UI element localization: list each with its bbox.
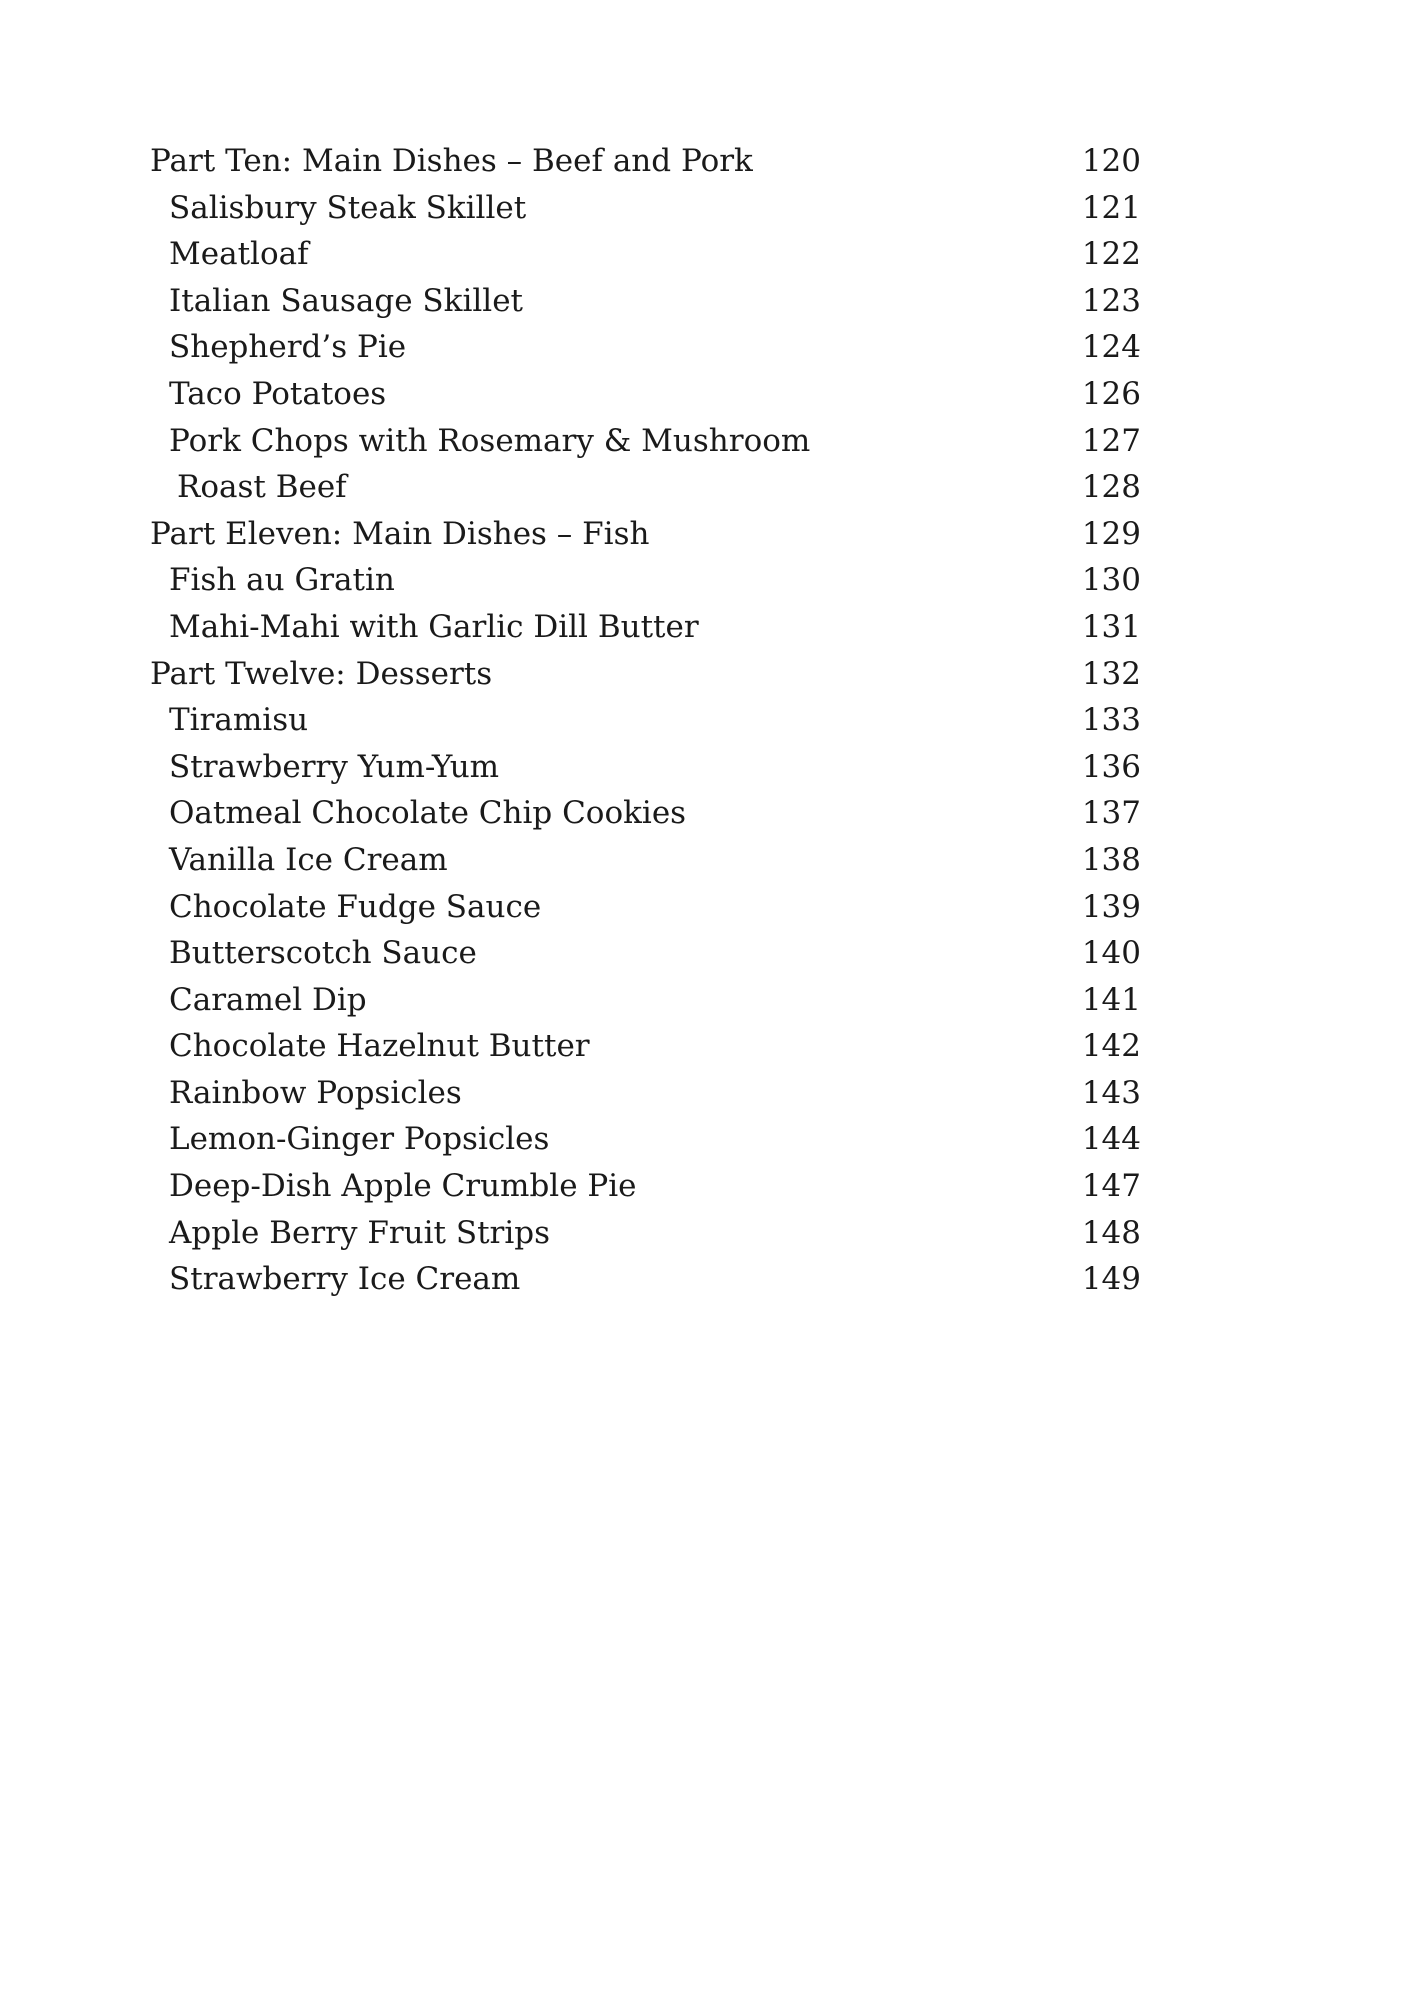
toc-entry <box>150 697 1150 744</box>
toc-page-number: 130 <box>1081 562 1141 599</box>
toc-page-number: 138 <box>1081 841 1141 878</box>
toc-page-number: 148 <box>1081 1214 1141 1251</box>
toc-title: Meatloaf <box>169 236 309 273</box>
toc-page-number: 124 <box>1081 329 1141 366</box>
toc-page-number: 127 <box>1081 422 1141 459</box>
toc-page-number: 126 <box>1081 375 1141 412</box>
toc-title: Chocolate Fudge Sauce <box>169 888 542 925</box>
toc-title: Deep-Dish Apple Crumble Pie <box>169 1168 637 1205</box>
toc-page-number: 132 <box>1081 655 1141 692</box>
toc-entry <box>150 278 1150 325</box>
toc-page-number: 136 <box>1081 748 1141 785</box>
toc-part-heading <box>150 138 1150 185</box>
toc-page-number: 120 <box>1081 143 1141 179</box>
toc-title: Italian Sausage Skillet <box>169 282 524 319</box>
toc-entry <box>150 324 1150 371</box>
toc-part-heading <box>150 651 1150 698</box>
toc-title: Shepherd’s Pie <box>169 329 407 366</box>
toc-page-number: 121 <box>1081 189 1141 226</box>
toc-title: Caramel Dip <box>169 981 367 1018</box>
toc-entry <box>150 1070 1150 1117</box>
toc-page-number: 149 <box>1081 1261 1141 1298</box>
toc-entry <box>150 790 1150 837</box>
toc-page-number: 141 <box>1081 981 1141 1018</box>
toc-page-number: 139 <box>1081 888 1141 925</box>
toc-title: Part Twelve: Desserts <box>150 655 493 692</box>
toc-entry <box>150 1256 1150 1303</box>
toc-title: Part Ten: Main Dishes – Beef and Pork <box>150 143 753 179</box>
table-of-contents <box>150 138 1150 1303</box>
toc-page-number: 122 <box>1081 236 1141 273</box>
toc-entry <box>150 1023 1150 1070</box>
toc-title: Lemon-Ginger Popsicles <box>169 1121 550 1158</box>
toc-entry <box>150 837 1150 884</box>
toc-entry <box>150 977 1150 1024</box>
toc-title: Roast Beef <box>177 469 347 506</box>
toc-page-number: 143 <box>1081 1074 1141 1111</box>
toc-page-number: 147 <box>1081 1168 1141 1205</box>
toc-page-number: 133 <box>1081 702 1141 739</box>
toc-entry <box>150 930 1150 977</box>
toc-entry <box>150 185 1150 232</box>
toc-title: Apple Berry Fruit Strips <box>169 1214 551 1251</box>
toc-title: Strawberry Ice Cream <box>169 1261 521 1298</box>
toc-page-number: 129 <box>1081 515 1141 552</box>
toc-title: Pork Chops with Rosemary & Mushroom <box>169 422 811 459</box>
toc-title: Part Eleven: Main Dishes – Fish <box>150 515 650 552</box>
toc-title: Strawberry Yum-Yum <box>169 748 500 785</box>
toc-page-number: 142 <box>1081 1028 1141 1065</box>
toc-entry <box>150 371 1150 418</box>
toc-title: Oatmeal Chocolate Chip Cookies <box>169 795 687 832</box>
toc-page-number: 123 <box>1081 282 1141 319</box>
toc-title: Chocolate Hazelnut Butter <box>169 1028 590 1065</box>
toc-entry <box>150 557 1150 604</box>
toc-entry <box>150 1116 1150 1163</box>
toc-entry <box>150 1163 1150 1210</box>
toc-part-heading <box>150 511 1150 558</box>
toc-title: Butterscotch Sauce <box>169 935 477 972</box>
toc-title: Tiramisu <box>169 702 309 739</box>
toc-title: Fish au Gratin <box>169 562 395 599</box>
toc-page-number: 131 <box>1081 608 1141 645</box>
toc-entry <box>150 604 1150 651</box>
toc-title: Salisbury Steak Skillet <box>169 189 527 226</box>
toc-page-number: 144 <box>1081 1121 1141 1158</box>
toc-page-number: 128 <box>1081 469 1141 506</box>
toc-entry <box>150 1210 1150 1257</box>
toc-title: Rainbow Popsicles <box>169 1074 462 1111</box>
toc-title: Vanilla Ice Cream <box>169 841 448 878</box>
toc-title: Mahi-Mahi with Garlic Dill Butter <box>169 608 699 645</box>
toc-page-number: 140 <box>1081 935 1141 972</box>
toc-entry <box>150 231 1150 278</box>
toc-entry <box>150 464 1150 511</box>
toc-entry <box>150 418 1150 465</box>
toc-entry <box>150 744 1150 791</box>
toc-title: Taco Potatoes <box>169 375 387 412</box>
toc-page-number: 137 <box>1081 795 1141 832</box>
toc-entry <box>150 884 1150 931</box>
